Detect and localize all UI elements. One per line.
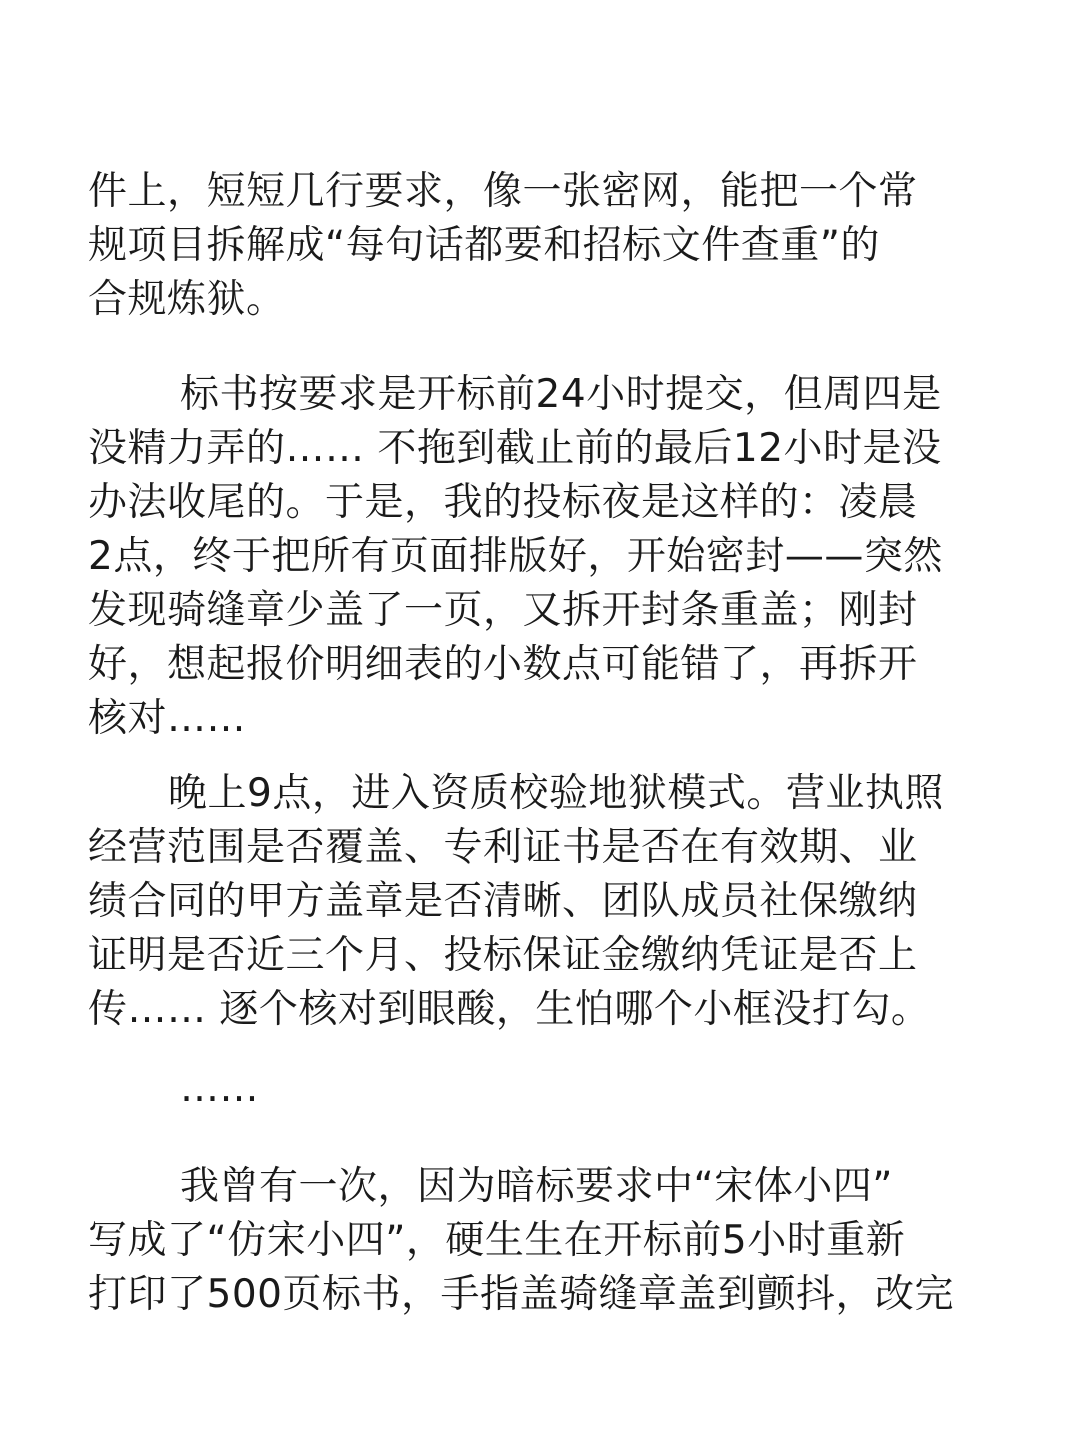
paragraph-2-line-1: 标书按要求是开标前24小时提交，但周四是 xyxy=(180,372,942,417)
paragraph-3-line-5: 传…… 逐个核对到眼酸，生怕哪个小框没打勾。 xyxy=(88,987,931,1032)
paragraph-2-line-6: 好，想起报价明细表的小数点可能错了，再拆开 xyxy=(88,642,918,687)
paragraph-1-line-3: 合规炼狱。 xyxy=(88,277,286,322)
paragraph-5-line-3: 打印了500页标书，手指盖骑缝章盖到颤抖，改完 xyxy=(88,1272,954,1317)
paragraph-3-line-2: 经营范围是否覆盖、专利证书是否在有效期、业 xyxy=(88,825,918,870)
paragraph-2-line-3: 办法收尾的。于是，我的投标夜是这样的：凌晨 xyxy=(88,480,918,525)
paragraph-3-line-1: 晚上9点，进入资质校验地狱模式。营业执照 xyxy=(168,771,944,816)
paragraph-1-line-2: 规项目拆解成“每句话都要和招标文件查重”的 xyxy=(88,223,880,268)
paragraph-5-line-2: 写成了“仿宋小四”，硬生生在开标前5小时重新 xyxy=(88,1218,906,1263)
paragraph-2-line-4: 2点，终于把所有页面排版好，开始密封——突然 xyxy=(88,534,943,579)
ellipsis-line: …… xyxy=(180,1066,259,1111)
paragraph-1-line-1: 件上，短短几行要求，像一张密网，能把一个常 xyxy=(88,169,918,214)
paragraph-2-line-5: 发现骑缝章少盖了一页，又拆开封条重盖；刚封 xyxy=(88,588,918,633)
paragraph-5-line-1: 我曾有一次，因为暗标要求中“宋体小四” xyxy=(180,1164,893,1209)
paragraph-3-line-4: 证明是否近三个月、投标保证金缴纳凭证是否上 xyxy=(88,933,918,978)
paragraph-2-line-7: 核对…… xyxy=(88,696,247,741)
paragraph-3-line-3: 绩合同的甲方盖章是否清晰、团队成员社保缴纳 xyxy=(88,879,918,924)
paragraph-2-line-2: 没精力弄的…… 不拖到截止前的最后12小时是没 xyxy=(88,426,942,471)
